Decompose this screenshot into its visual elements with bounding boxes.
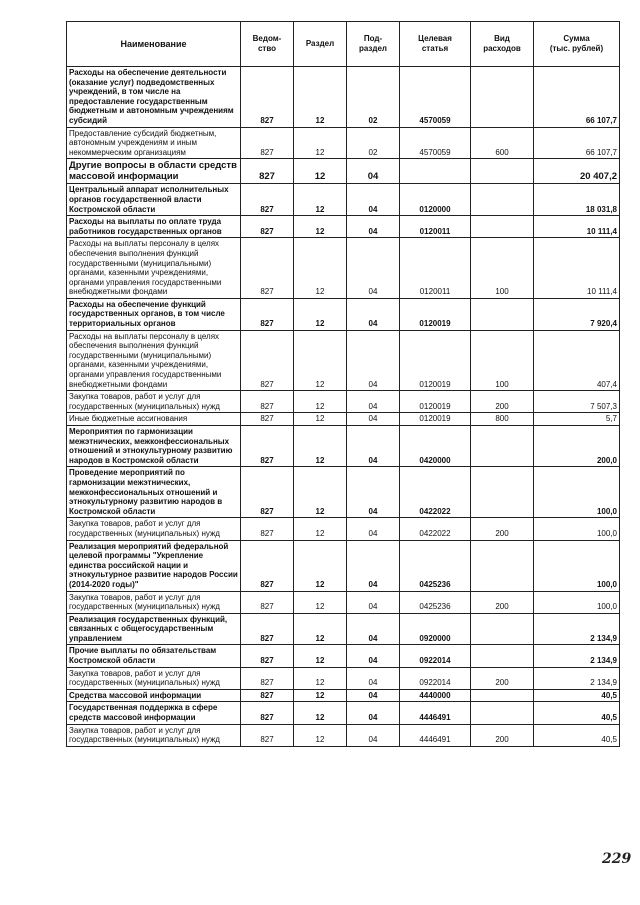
cell-name: Иные бюджетные ассигнования <box>67 413 241 426</box>
cell-section: 12 <box>294 391 347 413</box>
cell-exptype: 600 <box>471 127 534 159</box>
table-row <box>67 613 620 645</box>
cell-subsection: 04 <box>347 391 400 413</box>
cell-exptype: 200 <box>471 724 534 746</box>
cell-dept: 827 <box>241 159 294 184</box>
cell-dept: 827 <box>241 467 294 518</box>
cell-name: Средства массовой информации <box>67 689 241 702</box>
cell-dept: 827 <box>241 518 294 540</box>
table-row <box>67 689 620 702</box>
cell-target: 4570059 <box>400 127 471 159</box>
cell-target <box>400 159 471 184</box>
table-row <box>67 159 620 184</box>
cell-target: 0425236 <box>400 540 471 591</box>
table-row <box>67 413 620 426</box>
table-row <box>67 667 620 689</box>
table-header-row <box>67 22 620 67</box>
cell-subsection: 04 <box>347 645 400 667</box>
cell-section: 12 <box>294 540 347 591</box>
cell-target: 0920000 <box>400 613 471 645</box>
cell-amount: 7 507,3 <box>534 391 620 413</box>
cell-name: Государственная поддержка в сфере средств массовой информации <box>67 702 241 724</box>
cell-exptype <box>471 540 534 591</box>
cell-dept: 827 <box>241 591 294 613</box>
header-dept: Ведом- ство <box>241 22 294 67</box>
cell-section: 12 <box>294 724 347 746</box>
cell-exptype: 200 <box>471 518 534 540</box>
table-row <box>67 702 620 724</box>
cell-target: 0120019 <box>400 330 471 391</box>
cell-subsection: 04 <box>347 613 400 645</box>
cell-section: 12 <box>294 413 347 426</box>
cell-target: 0420000 <box>400 426 471 467</box>
cell-dept: 827 <box>241 391 294 413</box>
table-row <box>67 591 620 613</box>
cell-subsection: 04 <box>347 702 400 724</box>
cell-section: 12 <box>294 184 347 216</box>
cell-subsection: 04 <box>347 298 400 330</box>
cell-amount: 407,4 <box>534 330 620 391</box>
header-subsection: Под- раздел <box>347 22 400 67</box>
cell-target: 0120011 <box>400 216 471 238</box>
cell-name: Закупка товаров, работ и услуг для государственных (муниципальных) нужд <box>67 518 241 540</box>
cell-dept: 827 <box>241 702 294 724</box>
cell-subsection: 04 <box>347 216 400 238</box>
cell-amount: 10 111,4 <box>534 216 620 238</box>
table-row <box>67 645 620 667</box>
table-row <box>67 127 620 159</box>
cell-amount: 200,0 <box>534 426 620 467</box>
cell-name: Прочие выплаты по обязательствам Костромской области <box>67 645 241 667</box>
cell-name: Расходы на выплаты персоналу в целях обеспечения выполнения функций государственными (муниципальными) органами, казенными учреждениями, органами управления государственными внебюджетными фондами <box>67 330 241 391</box>
cell-section: 12 <box>294 330 347 391</box>
cell-subsection: 04 <box>347 518 400 540</box>
cell-target: 0425236 <box>400 591 471 613</box>
cell-subsection: 02 <box>347 67 400 128</box>
header-target: Целевая статья <box>400 22 471 67</box>
cell-subsection: 04 <box>347 184 400 216</box>
cell-target: 0422022 <box>400 467 471 518</box>
cell-name: Закупка товаров, работ и услуг для государственных (муниципальных) нужд <box>67 724 241 746</box>
cell-target: 0120019 <box>400 298 471 330</box>
cell-amount: 20 407,2 <box>534 159 620 184</box>
cell-subsection: 02 <box>347 127 400 159</box>
cell-exptype: 200 <box>471 591 534 613</box>
cell-subsection: 04 <box>347 689 400 702</box>
cell-dept: 827 <box>241 667 294 689</box>
cell-target: 0120019 <box>400 413 471 426</box>
cell-subsection: 04 <box>347 540 400 591</box>
cell-section: 12 <box>294 689 347 702</box>
cell-dept: 827 <box>241 330 294 391</box>
cell-name: Расходы на обеспечение деятельности (оказание услуг) подведомственных учреждений, в том числе на предоставление государственным бюджетным и автономным учреждениям субсидий <box>67 67 241 128</box>
cell-dept: 827 <box>241 127 294 159</box>
cell-amount: 5,7 <box>534 413 620 426</box>
cell-section: 12 <box>294 591 347 613</box>
cell-subsection: 04 <box>347 238 400 299</box>
cell-name: Закупка товаров, работ и услуг для государственных (муниципальных) нужд <box>67 667 241 689</box>
cell-amount: 100,0 <box>534 467 620 518</box>
cell-section: 12 <box>294 67 347 128</box>
cell-section: 12 <box>294 702 347 724</box>
table-row <box>67 184 620 216</box>
table-row <box>67 724 620 746</box>
cell-exptype <box>471 426 534 467</box>
cell-subsection: 04 <box>347 467 400 518</box>
header-amount: Сумма (тыс. рублей) <box>534 22 620 67</box>
cell-amount: 40,5 <box>534 702 620 724</box>
cell-exptype: 200 <box>471 391 534 413</box>
cell-dept: 827 <box>241 645 294 667</box>
cell-dept: 827 <box>241 613 294 645</box>
cell-section: 12 <box>294 127 347 159</box>
table-row <box>67 426 620 467</box>
cell-amount: 10 111,4 <box>534 238 620 299</box>
cell-exptype: 100 <box>471 238 534 299</box>
cell-name: Расходы на обеспечение функций государственных органов, в том числе территориальных органов <box>67 298 241 330</box>
cell-subsection: 04 <box>347 667 400 689</box>
cell-name: Проведение мероприятий по гармонизации межэтнических, межконфессиональных отношений и этнокультурному развитию народов в Костромской области <box>67 467 241 518</box>
cell-amount: 7 920,4 <box>534 298 620 330</box>
cell-section: 12 <box>294 298 347 330</box>
table-row <box>67 540 620 591</box>
cell-section: 12 <box>294 518 347 540</box>
cell-amount: 2 134,9 <box>534 613 620 645</box>
cell-subsection: 04 <box>347 591 400 613</box>
table-row <box>67 216 620 238</box>
cell-name: Центральный аппарат исполнительных органов государственной власти Костромской области <box>67 184 241 216</box>
cell-amount: 66 107,7 <box>534 127 620 159</box>
cell-name: Закупка товаров, работ и услуг для государственных (муниципальных) нужд <box>67 591 241 613</box>
cell-dept: 827 <box>241 413 294 426</box>
cell-exptype <box>471 298 534 330</box>
cell-target: 0922014 <box>400 667 471 689</box>
cell-name: Реализация мероприятий федеральной целевой программы "Укрепление единства российской нации и этнокультурное развитие народов России (2014-2020 годы)" <box>67 540 241 591</box>
cell-dept: 827 <box>241 238 294 299</box>
cell-target: 0922014 <box>400 645 471 667</box>
table-row <box>67 330 620 391</box>
cell-subsection: 04 <box>347 426 400 467</box>
cell-section: 12 <box>294 159 347 184</box>
cell-exptype: 800 <box>471 413 534 426</box>
cell-exptype <box>471 689 534 702</box>
table-row <box>67 238 620 299</box>
cell-amount: 18 031,8 <box>534 184 620 216</box>
cell-amount: 100,0 <box>534 518 620 540</box>
cell-section: 12 <box>294 426 347 467</box>
header-section: Раздел <box>294 22 347 67</box>
cell-dept: 827 <box>241 67 294 128</box>
cell-section: 12 <box>294 613 347 645</box>
cell-name: Мероприятия по гармонизации межэтнических, межконфессиональных отношений и этнокультурному развитию народов в Костромской области <box>67 426 241 467</box>
cell-exptype <box>471 613 534 645</box>
cell-name: Другие вопросы в области средств массовой информации <box>67 159 241 184</box>
table-row <box>67 298 620 330</box>
cell-subsection: 04 <box>347 330 400 391</box>
cell-exptype <box>471 216 534 238</box>
cell-dept: 827 <box>241 216 294 238</box>
table-row <box>67 467 620 518</box>
header-exptype: Вид расходов <box>471 22 534 67</box>
table-row <box>67 67 620 128</box>
cell-dept: 827 <box>241 540 294 591</box>
cell-section: 12 <box>294 238 347 299</box>
cell-name: Предоставление субсидий бюджетным, автономным учреждениям и иным некоммерческим организациям <box>67 127 241 159</box>
cell-exptype <box>471 645 534 667</box>
cell-target: 4446491 <box>400 724 471 746</box>
cell-amount: 100,0 <box>534 591 620 613</box>
cell-subsection: 04 <box>347 159 400 184</box>
cell-target: 4570059 <box>400 67 471 128</box>
header-name: Наименование <box>67 22 241 67</box>
cell-target: 4446491 <box>400 702 471 724</box>
cell-exptype: 200 <box>471 667 534 689</box>
cell-amount: 2 134,9 <box>534 667 620 689</box>
table-row <box>67 391 620 413</box>
cell-name: Расходы на выплаты персоналу в целях обеспечения выполнения функций государственными (муниципальными) органами, казенными учреждениями, органами управления государственными внебюджетными фондами <box>67 238 241 299</box>
cell-subsection: 04 <box>347 413 400 426</box>
cell-amount: 66 107,7 <box>534 67 620 128</box>
cell-dept: 827 <box>241 184 294 216</box>
cell-name: Расходы на выплаты по оплате труда работников государственных органов <box>67 216 241 238</box>
cell-amount: 100,0 <box>534 540 620 591</box>
cell-dept: 827 <box>241 426 294 467</box>
cell-dept: 827 <box>241 689 294 702</box>
page-number: 229 <box>602 851 632 867</box>
cell-target: 0120011 <box>400 238 471 299</box>
cell-dept: 827 <box>241 298 294 330</box>
cell-amount: 40,5 <box>534 724 620 746</box>
budget-table <box>66 21 620 747</box>
table-row <box>67 518 620 540</box>
cell-exptype <box>471 184 534 216</box>
cell-amount: 40,5 <box>534 689 620 702</box>
cell-target: 4440000 <box>400 689 471 702</box>
cell-section: 12 <box>294 667 347 689</box>
cell-section: 12 <box>294 216 347 238</box>
cell-name: Реализация государственных функций, связанных с общегосударственным управлением <box>67 613 241 645</box>
cell-section: 12 <box>294 645 347 667</box>
cell-exptype <box>471 67 534 128</box>
cell-subsection: 04 <box>347 724 400 746</box>
cell-name: Закупка товаров, работ и услуг для государственных (муниципальных) нужд <box>67 391 241 413</box>
cell-target: 0422022 <box>400 518 471 540</box>
cell-section: 12 <box>294 467 347 518</box>
cell-target: 0120000 <box>400 184 471 216</box>
cell-exptype <box>471 467 534 518</box>
cell-amount: 2 134,9 <box>534 645 620 667</box>
cell-dept: 827 <box>241 724 294 746</box>
cell-exptype: 100 <box>471 330 534 391</box>
cell-exptype <box>471 159 534 184</box>
cell-target: 0120019 <box>400 391 471 413</box>
cell-exptype <box>471 702 534 724</box>
